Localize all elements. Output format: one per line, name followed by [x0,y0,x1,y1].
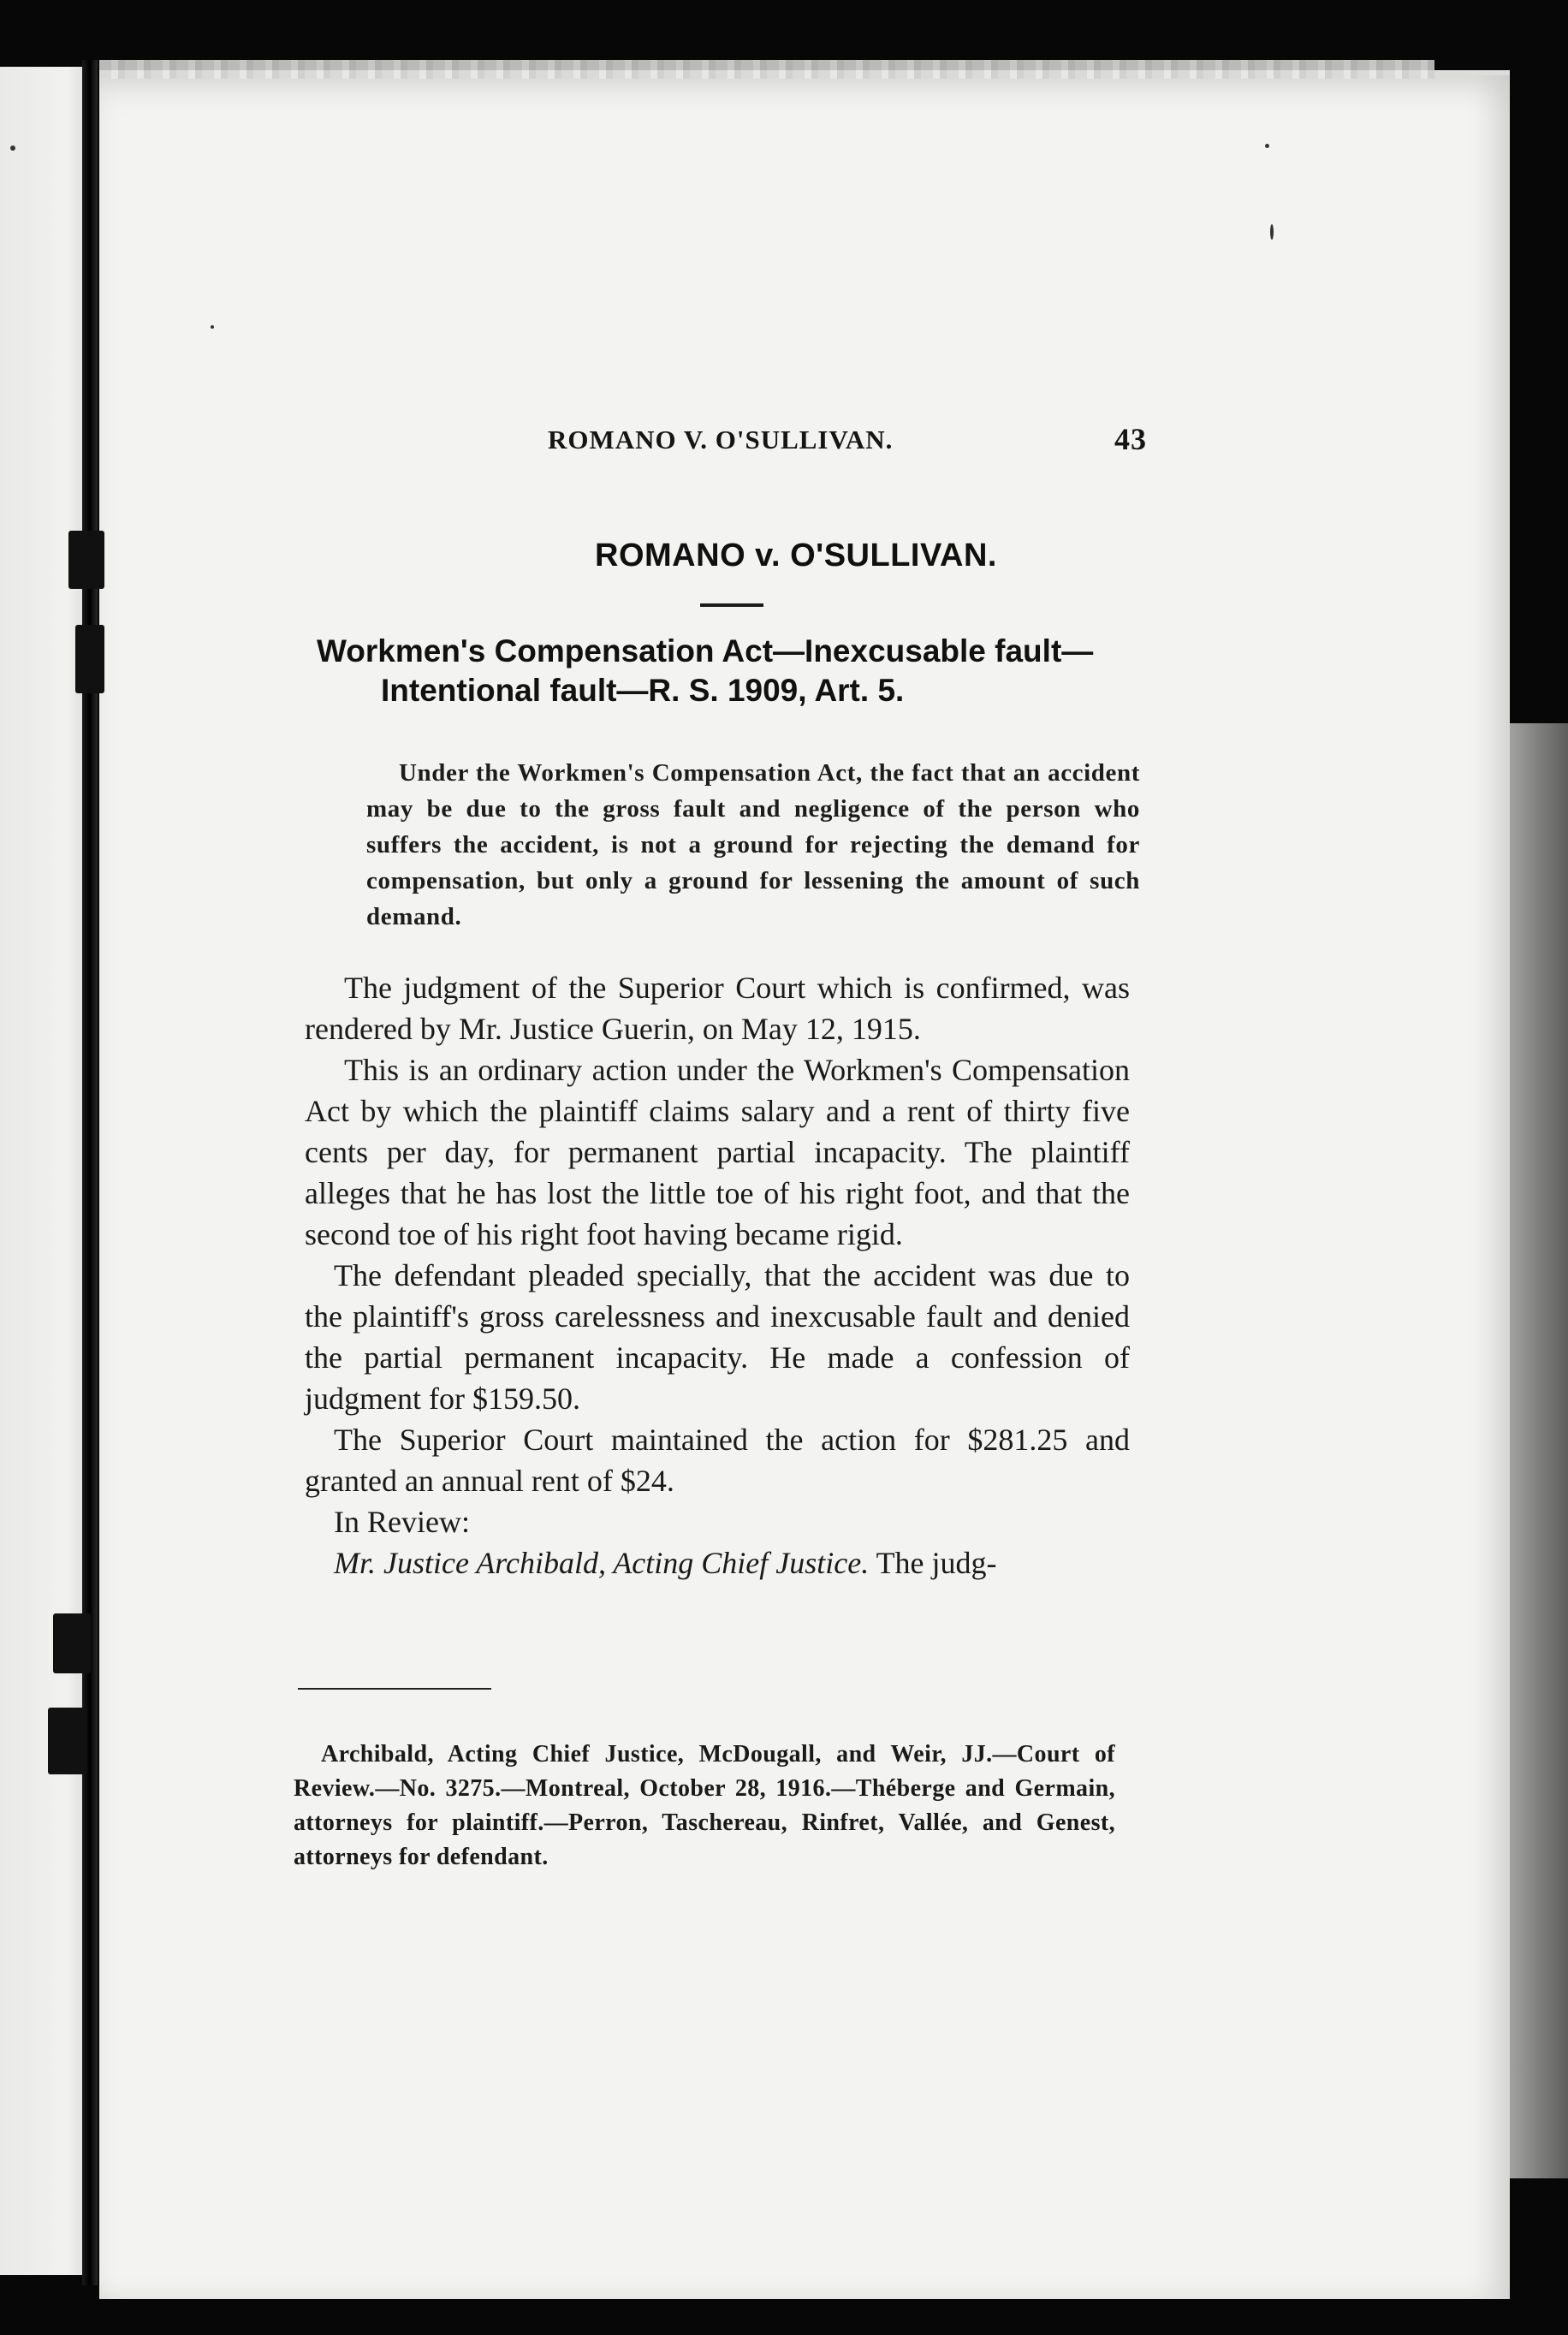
headnote-line-2: Intentional fault—R. S. 1909, Art. 5. [381,673,905,708]
body-paragraph-4: The Superior Court maintained the action for $281.25 and granted an annual rent of $24. [305,1423,1130,1498]
syllabus-paragraph: Under the Workmen's Compensation Act, the fact that an accident may be due to the gross fault and negligence of the person who suffers the accident, is not a ground for rejecting the demand for compensation, but only a ground for lessening the amount of such demand. [366,759,1140,930]
judge-name: Mr. Justice Archibald, Acting Chief Justice. [334,1546,870,1580]
body-paragraph-2: This is an ordinary action under the Workmen's Compensation Act by which the plaintiff claims salary and a rent of thirty five cents per day, for permanent partial incapacity. The plaintiff alleges that he has lost the little toe of his right foot, and that the second toe of his right foot having became rigid. [305,1053,1130,1251]
page-number: 43 [1114,422,1147,456]
body-paragraph-3: The defendant pleaded specially, that the accident was due to the plaintiff's gross carelessness and inexcusable fault and denied the partial permanent incapacity. He made a confession of judgment for $159.50. [305,1258,1130,1416]
torn-top-edge [99,60,1434,79]
case-title: ROMANO v. O'SULLIVAN. [595,538,997,573]
binding-stitch-mark [68,531,104,589]
headnote-line-1: Workmen's Compensation Act—Inexcusable fault— [317,633,1094,668]
binding-stitch-mark [53,1613,91,1673]
body-text [305,967,1130,1583]
footnote-rule [298,1688,491,1690]
footnote: Archibald, Acting Chief Justice, McDougall, and Weir, JJ.—Court of Review.—No. 3275.—Montreal, October 28, 1916.—Théberge and Germain, attorneys for plaintiff.—Perron, Taschereau, Rinfret, Vallée, and Genest, attorneys for defendant. [294,1741,1115,1870]
paper-speck [10,146,15,151]
paper-speck [211,325,214,329]
body-paragraph-1: The judgment of the Superior Court which is confirmed, was rendered by Mr. Justice Guerin, on May 12, 1915. [305,971,1130,1046]
running-title: ROMANO V. O'SULLIVAN. [548,425,894,455]
running-header [548,421,1147,464]
binding-stitch-mark [75,625,104,693]
judgment-start: The judg- [869,1546,997,1580]
paper-speck [1270,224,1274,240]
body-paragraph-6 [305,1542,1130,1583]
binding-gutter [82,60,98,2285]
body-paragraph-5: In Review: [334,1505,470,1539]
title-rule [700,603,763,607]
binding-stitch-mark [48,1708,87,1774]
paper-speck [1265,144,1269,148]
headnote-heading [317,632,1258,710]
